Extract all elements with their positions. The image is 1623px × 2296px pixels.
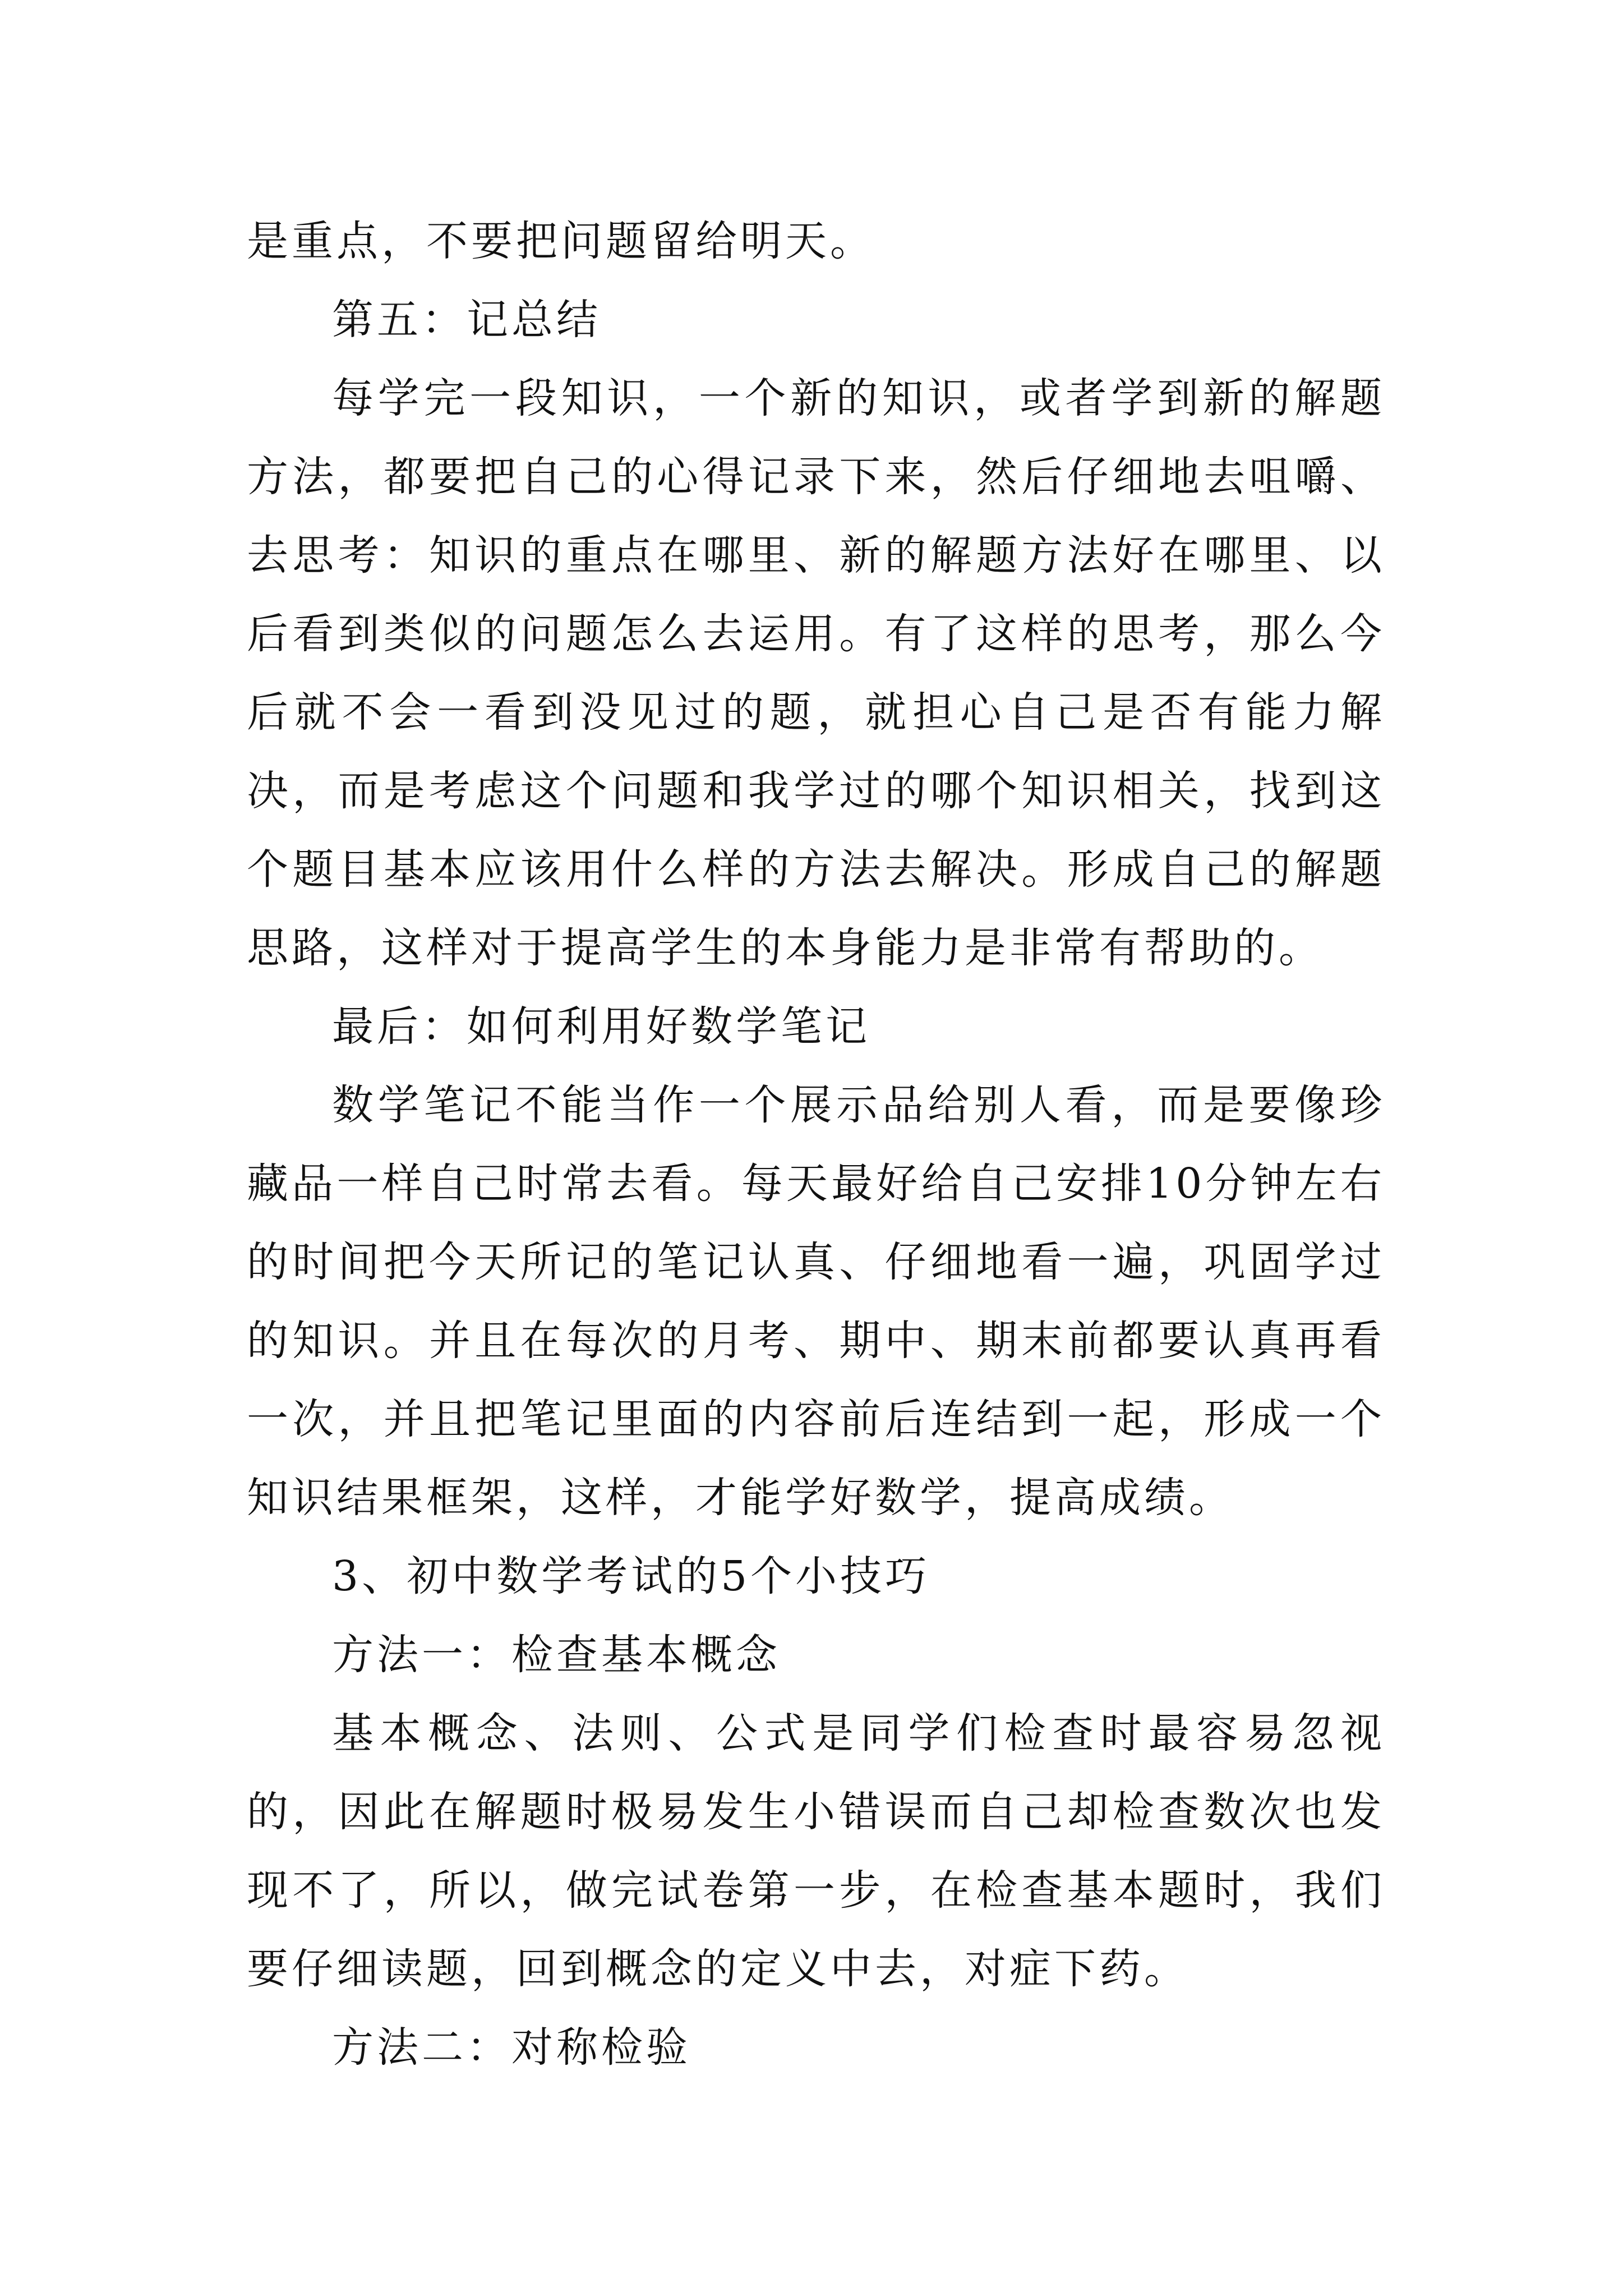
section-heading-exam-tips: 3、初中数学考试的5个小技巧: [332, 1552, 930, 1600]
section-heading-use-notes: 最后：如何利用好数学笔记: [332, 1002, 870, 1051]
method-one-heading: 方法一：检查基本概念: [332, 1631, 781, 1679]
section-heading-summary: 第五：记总结: [332, 296, 601, 344]
paragraph-summary-body: 每学完一段知识，一个新的知识，或者学到新的解题方法，都要把自己的心得记录下来，然后仔细地去咀嚼、去思考：知识的重点在哪里、新的解题方法好在哪里、以后看到类似的问题怎么去运用。有了这样的思考，那么今后就不会一看到没见过的题，就担心自己是否有能力解决，而是考虑这个问题和我学过的哪个知识相关，找到这个题目基本应该用什么样的方法去解决。形成自己的解题思路，这样对于提高学生的本身能力是非常有帮助的。: [247, 374, 1385, 972]
paragraph-method-one-body: 基本概念、法则、公式是同学们检查时最容易忽视的，因此在解题时极易发生小错误而自己却检查数次也发现不了，所以，做完试卷第一步，在检查基本题时，我们要仔细读题，回到概念的定义中去，对症下药。: [247, 1709, 1385, 1993]
paragraph-use-notes-body: 数学笔记不能当作一个展示品给别人看，而是要像珍藏品一样自己时常去看。每天最好给自己安排10分钟左右的时间把今天所记的笔记认真、仔细地看一遍，巩固学过的知识。并且在每次的月考、期中、期末前都要认真再看一次，并且把笔记里面的内容前后连结到一起，形成一个知识结果框架，这样，才能学好数学，提高成绩。: [247, 1081, 1385, 1522]
document-body: [247, 202, 1385, 2087]
method-two-heading: 方法二：对称检验: [332, 2023, 691, 2072]
paragraph-continuation: 是重点，不要把问题留给明天。: [247, 217, 875, 265]
